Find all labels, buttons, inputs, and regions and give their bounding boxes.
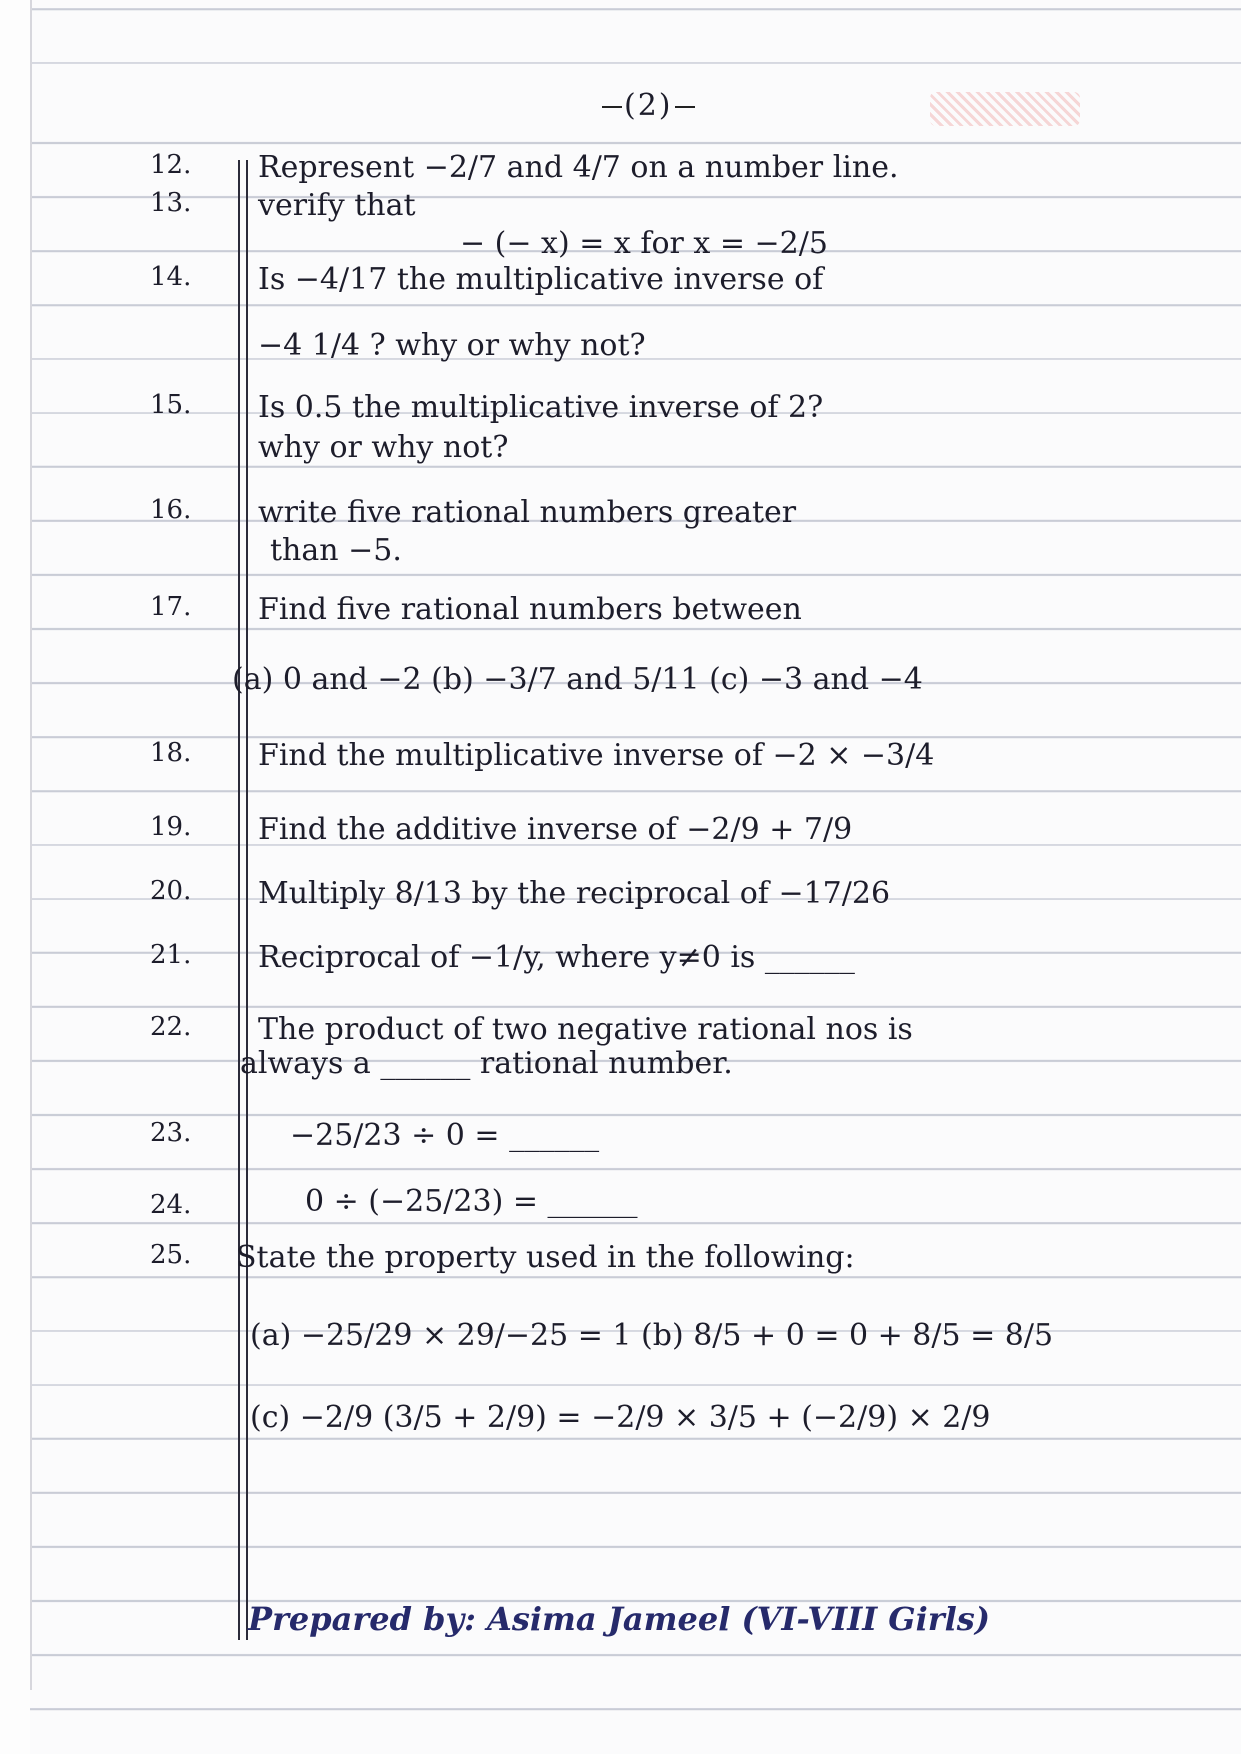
question-text-line-2: −4 1/4 ? why or why not?: [258, 328, 646, 363]
question-text-line-2: − (− x) = x for x = −2/5: [460, 226, 828, 261]
margin-line: [238, 160, 240, 1640]
question-text-line-2: always a ______ rational number.: [240, 1046, 733, 1081]
question-number: 19.: [150, 812, 192, 842]
question-text: Find the additive inverse of −2/9 + 7/9: [258, 812, 853, 847]
question-number: 18.: [150, 738, 192, 768]
question-text: Find the multiplicative inverse of −2 × −3/4: [258, 738, 935, 773]
page-number: (2): [600, 88, 697, 123]
question-text: Represent −2/7 and 4/7 on a number line.: [258, 150, 899, 185]
question-text: Is −4/17 the multiplicative inverse of: [258, 262, 824, 297]
question-text: Is 0.5 the multiplicative inverse of 2?: [258, 390, 824, 425]
question-number: 21.: [150, 940, 192, 970]
question-text: verify that: [258, 188, 416, 223]
question-text: write five rational numbers greater: [258, 495, 797, 530]
question-number: 25.: [150, 1240, 192, 1270]
question-number: 23.: [150, 1118, 192, 1148]
question-part-c: (c) −2/9 (3/5 + 2/9) = −2/9 × 3/5 + (−2/9) × 2/9: [250, 1400, 991, 1435]
question-text-line-2: than −5.: [270, 533, 402, 568]
question-text: 0 ÷ (−25/23) = ______: [305, 1184, 638, 1219]
red-stamp-mark: [930, 92, 1080, 126]
question-number: 14.: [150, 262, 192, 292]
margin-line: [246, 160, 248, 1640]
question-text-line-2: (a) 0 and −2 (b) −3/7 and 5/11 (c) −3 and −4: [232, 662, 923, 697]
question-text: The product of two negative rational nos is: [258, 1012, 913, 1047]
author-signature: Prepared by: Asima Jameel (VI-VIII Girls): [248, 1600, 990, 1638]
question-text: −25/23 ÷ 0 = ______: [290, 1118, 600, 1153]
question-text: Multiply 8/13 by the reciprocal of −17/26: [258, 876, 891, 911]
question-number: 13.: [150, 188, 192, 218]
scan-edge: [30, 0, 32, 1690]
question-text: Find five rational numbers between: [258, 592, 802, 627]
question-part-ab: (a) −25/29 × 29/−25 = 1 (b) 8/5 + 0 = 0 + 8/5 = 8/5: [250, 1318, 1054, 1353]
question-number: 16.: [150, 495, 192, 525]
question-number: 24.: [150, 1190, 192, 1220]
question-number: 15.: [150, 390, 192, 420]
question-number: 22.: [150, 1012, 192, 1042]
question-number: 17.: [150, 592, 192, 622]
question-text-line-2: why or why not?: [258, 430, 509, 465]
question-text: Reciprocal of −1/y, where y≠0 is ______: [258, 940, 855, 975]
question-number: 20.: [150, 876, 192, 906]
question-text: State the property used in the following:: [236, 1240, 855, 1275]
question-number: 12.: [150, 150, 192, 180]
